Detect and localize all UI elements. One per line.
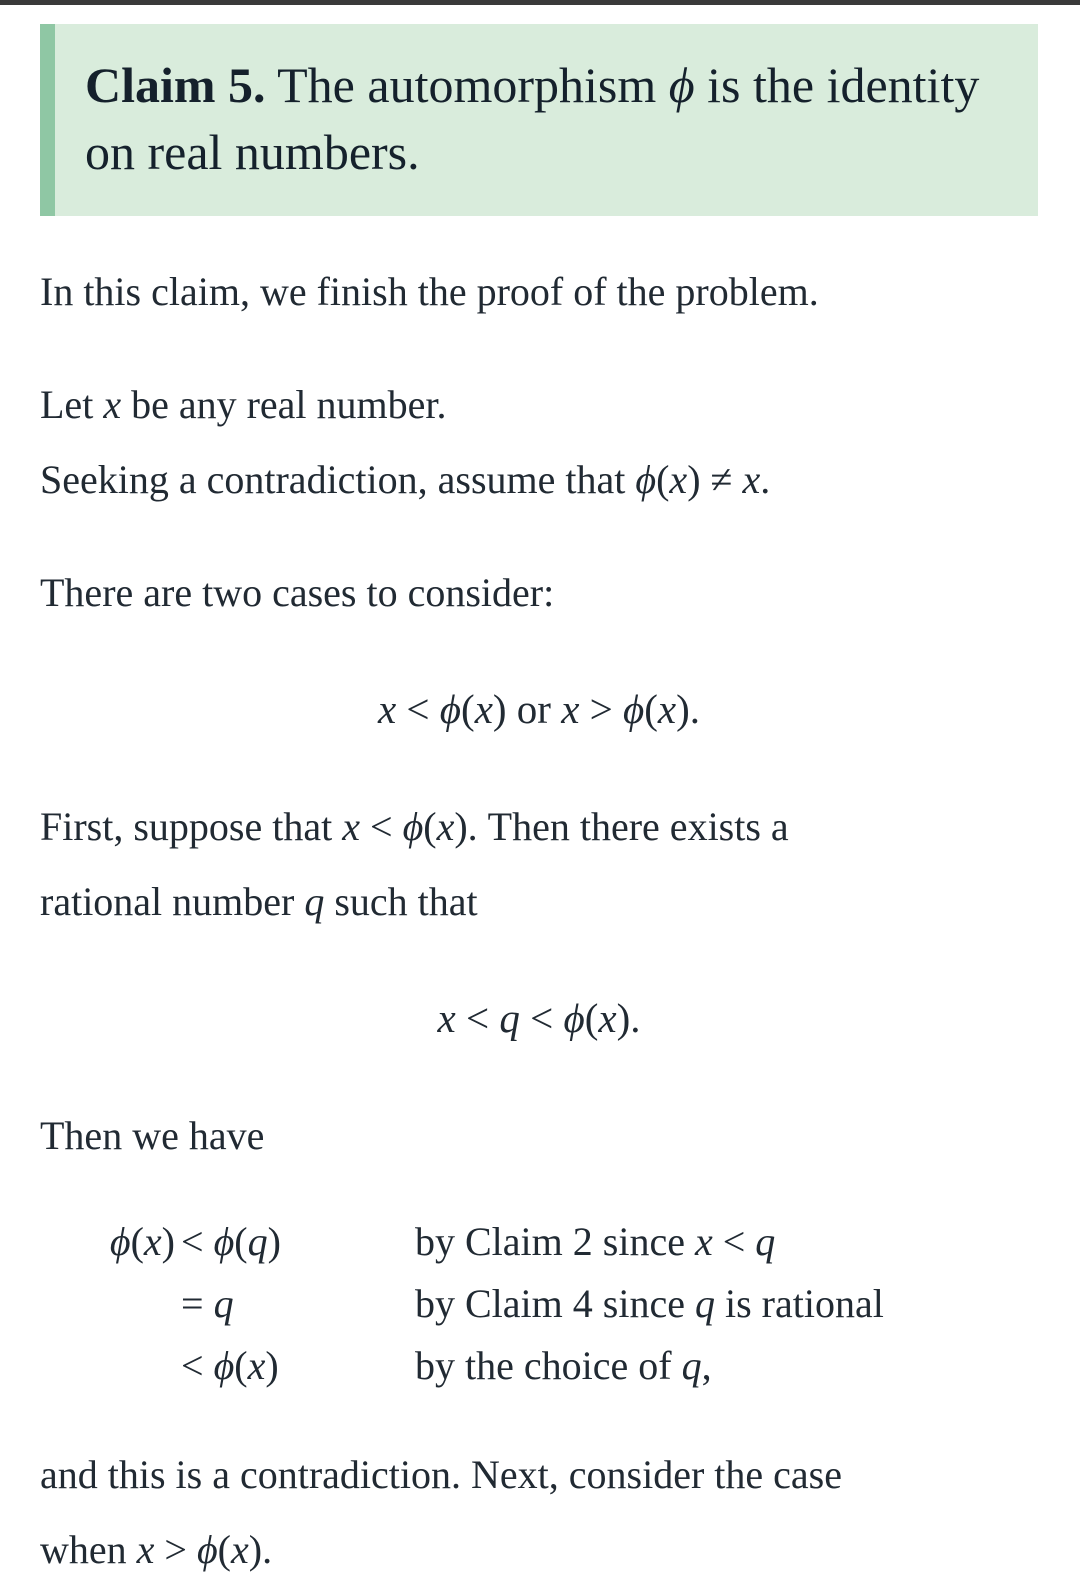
equation-lhs: ϕ(x)	[109, 1219, 175, 1264]
claim-callout-box	[40, 24, 1038, 216]
paragraph-first-suppose	[40, 789, 1038, 939]
equation-rhs: < ϕ(q)	[181, 1219, 281, 1264]
text-line: and this is a contradiction. Next, consider the case	[40, 1452, 842, 1497]
text-line: Seeking a contradiction, assume that ϕ(x) ≠ x.	[40, 457, 771, 502]
equation-justification: by Claim 2 since x < q	[415, 1219, 776, 1264]
text-line: First, suppose that x < ϕ(x). Then there exists a	[40, 804, 789, 849]
paragraph-let-seeking	[40, 367, 1038, 517]
equation-lhs	[40, 1335, 175, 1397]
claim-title: Claim 5. The automorphism ϕ is the identity on real numbers.	[85, 57, 980, 180]
text-line: In this claim, we finish the proof of the problem.	[40, 269, 819, 314]
aligned-equation-row	[40, 1273, 1038, 1335]
equation-justification: by the choice of q,	[415, 1343, 712, 1388]
equation-rhs: < ϕ(x)	[181, 1343, 279, 1388]
paragraph-two-cases	[40, 555, 1038, 630]
text-line: Let x be any real number.	[40, 382, 447, 427]
paragraph-contradiction-end	[40, 1437, 1038, 1587]
paragraph-intro	[40, 254, 1038, 329]
proof-document	[0, 24, 1080, 1587]
aligned-equation-row	[40, 1211, 1038, 1273]
aligned-equation-row	[40, 1335, 1038, 1397]
text-line: when x > ϕ(x).	[40, 1527, 273, 1572]
text-line: rational number q such that	[40, 879, 478, 924]
equation-rhs: = q	[181, 1281, 234, 1326]
top-accent-bar	[0, 0, 1080, 5]
equation-justification: by Claim 4 since q is rational	[415, 1281, 884, 1326]
display-equation-cases: x < ϕ(x) or x > ϕ(x).	[377, 686, 701, 732]
equation-lhs	[40, 1273, 175, 1335]
text-line: Then we have	[40, 1113, 265, 1158]
text-line: There are two cases to consider:	[40, 570, 555, 615]
display-equation-between: x < q < ϕ(x).	[437, 995, 641, 1041]
aligned-equation-block	[40, 1211, 1038, 1397]
paragraph-then-we-have	[40, 1098, 1038, 1173]
